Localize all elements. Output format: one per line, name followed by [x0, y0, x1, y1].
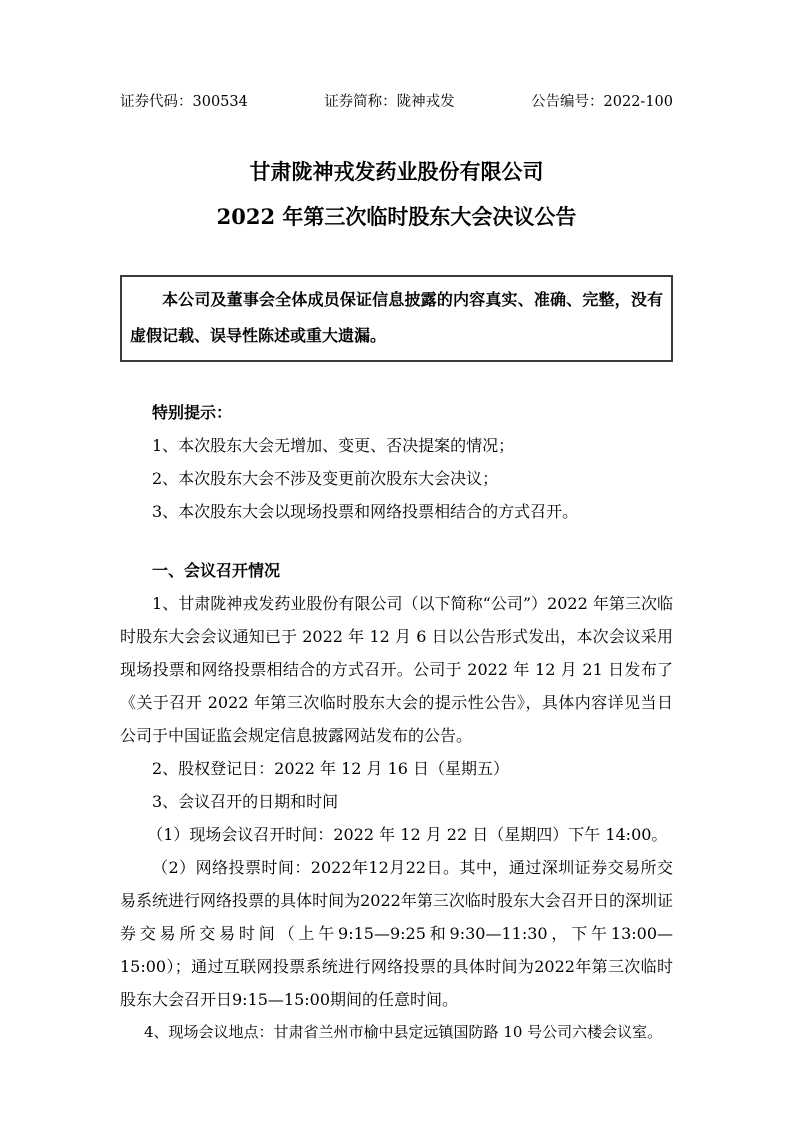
securities-header-row	[120, 0, 673, 112]
onsite-meeting-time-line: （1）现场会议召开时间：2022 年 12 月 22 日（星期四）下午 14:00。	[147, 825, 668, 844]
stock-abbreviation: 证券简称：陇神戎发	[324, 94, 455, 110]
special-tips-heading: 特别提示：	[152, 403, 233, 422]
meeting-datetime-heading: 3、会议召开的日期和时间	[152, 792, 339, 811]
disclaimer-text: 本公司及董事会全体成员保证信息披露的内容真实、准确、完整，没有虚假记载、误导性陈述或重大遗漏。	[130, 290, 663, 345]
company-name-title: 甘肃陇神戎发药业股份有限公司	[249, 159, 544, 184]
online-voting-time-paragraph: （2）网络投票时间：2022年12月22日。其中，通过深圳证券交易所交易系统进行网络投票的具体时间为2022年第三次临时股东大会召开日的深圳证券交易所交易时间（上午9:15—9:25和9:30—11:30，下午13:00—15:00）；通过互联网投票系统进行网络投票的具体时间为2022年第三次临时股东大会召开日9:15—15:00期间的任意时间。	[120, 858, 673, 1009]
section-1-heading: 一、会议召开情况	[152, 561, 281, 580]
disclaimer-box	[120, 275, 673, 362]
special-tip-item-3: 3、本次股东大会以现场投票和网络投票相结合的方式召开。	[152, 502, 579, 521]
page-content	[120, 0, 673, 1049]
special-tip-item-1: 1、本次股东大会无增加、变更、否决提案的情况；	[152, 436, 515, 455]
special-tips-block	[120, 396, 673, 528]
record-date-line: 2、股权登记日：2022 年 12 月 16 日（星期五）	[152, 759, 510, 778]
meeting-location-line: 4、现场会议地点：甘肃省兰州市榆中县定远镇国防路 10 号公司六楼会议室。	[144, 1023, 663, 1041]
announcement-number: 公告编号：2022-100	[531, 94, 673, 110]
announcement-title: 2022 年第三次临时股东大会决议公告	[216, 204, 577, 229]
special-tip-item-2: 2、本次股东大会不涉及变更前次股东大会决议；	[152, 469, 499, 488]
stock-code: 证券代码：300534	[120, 94, 248, 110]
section-1-paragraph-1: 1、甘肃陇神戎发药业股份有限公司（以下简称“公司”）2022 年第三次临时股东大会会议通知已于 2022 年 12 月 6 日以公告形式发出，本次会议采用现场投票和网络投票相结合的方式召开。公司于 2022 年 12 月 21 日发布了《关于召开 2022 年第三次临时股东大会的提示性公告》，具体内容详见当日公司于中国证监会规定信息披露网站发布的公告。	[120, 594, 673, 745]
